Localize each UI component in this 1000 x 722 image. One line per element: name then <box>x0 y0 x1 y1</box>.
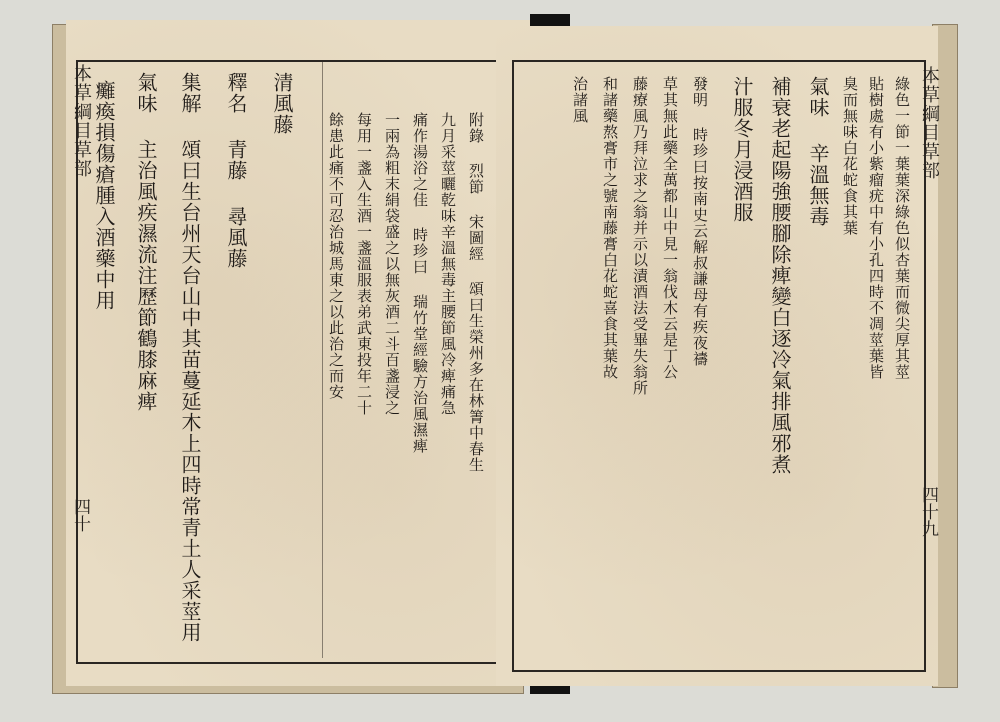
left-page-header: 本草綱目草部 <box>71 64 92 178</box>
right-col-8: 草其無此藥全萬都山中見一翁伐木云是丁公 <box>661 76 679 380</box>
left-col-6: 餘患此痛不可忍治城馬東之以此治之而安 <box>327 112 345 400</box>
right-page-folio: 四十九 <box>918 486 938 537</box>
right-page <box>496 26 938 686</box>
left-col-3: 集解 頌曰生台州天台山中其苗蔓延木上四時常青土人采莖用 <box>178 72 202 643</box>
left-page-folio: 四十 <box>70 498 90 532</box>
right-col-7: 發明 時珍曰按南史云解叔謙母有疾夜禱 <box>691 76 709 367</box>
left-col-10: 九月采莖曬乾味辛溫無毒主腰節風冷痺痛急 <box>439 112 457 416</box>
left-col-7: 每用一盞入生酒一盞溫服表弟武東投年二十 <box>355 112 373 416</box>
right-col-5: 補衰老起陽強腰腳除痺變白逐冷氣排風邪煮 <box>768 76 792 475</box>
right-col-2: 貼樹處有小紫瘤疣中有小孔四時不凋莖葉皆 <box>867 76 885 380</box>
right-col-3: 臭而無味白花蛇食其葉 <box>841 76 859 236</box>
right-col-10: 和諸藥熬膏市之號南藤膏白花蛇喜食其葉故 <box>601 76 619 380</box>
left-col-4: 釋名 青藤 尋風藤 <box>224 72 248 269</box>
left-page <box>66 20 530 686</box>
right-page-header: 本草綱目草部 <box>919 66 940 180</box>
right-col-9: 藤療風乃拜泣求之翁并示以漬酒法受畢失翁所 <box>631 76 649 396</box>
left-col-5: 清風藤 <box>270 72 294 135</box>
right-col-11: 治諸風 <box>571 76 589 124</box>
open-book <box>52 14 957 694</box>
left-col-1: 癱瘓損傷瘡腫入酒藥中用 <box>92 80 116 311</box>
right-page-frame <box>512 60 926 672</box>
right-col-6: 汁服冬月浸酒服 <box>730 76 754 223</box>
right-col-1: 綠色一節一葉葉深綠色似杏葉而微尖厚其莖 <box>893 76 911 380</box>
left-col-9: 痛作湯浴之佳 時珍曰 瑞竹堂經驗方治風濕痺 <box>411 112 429 454</box>
left-col-11: 附錄 烈節 宋圖經 頌曰生榮州多在林箐中春生 <box>467 112 485 473</box>
left-col-8: 一兩為粗末絹袋盛之以無灰酒二斗百盞浸之 <box>383 112 401 416</box>
left-col-2: 氣味 主治風疾濕流注歷節鶴膝麻痺 <box>134 72 158 412</box>
right-col-4: 氣味 辛溫無毒 <box>806 76 830 227</box>
